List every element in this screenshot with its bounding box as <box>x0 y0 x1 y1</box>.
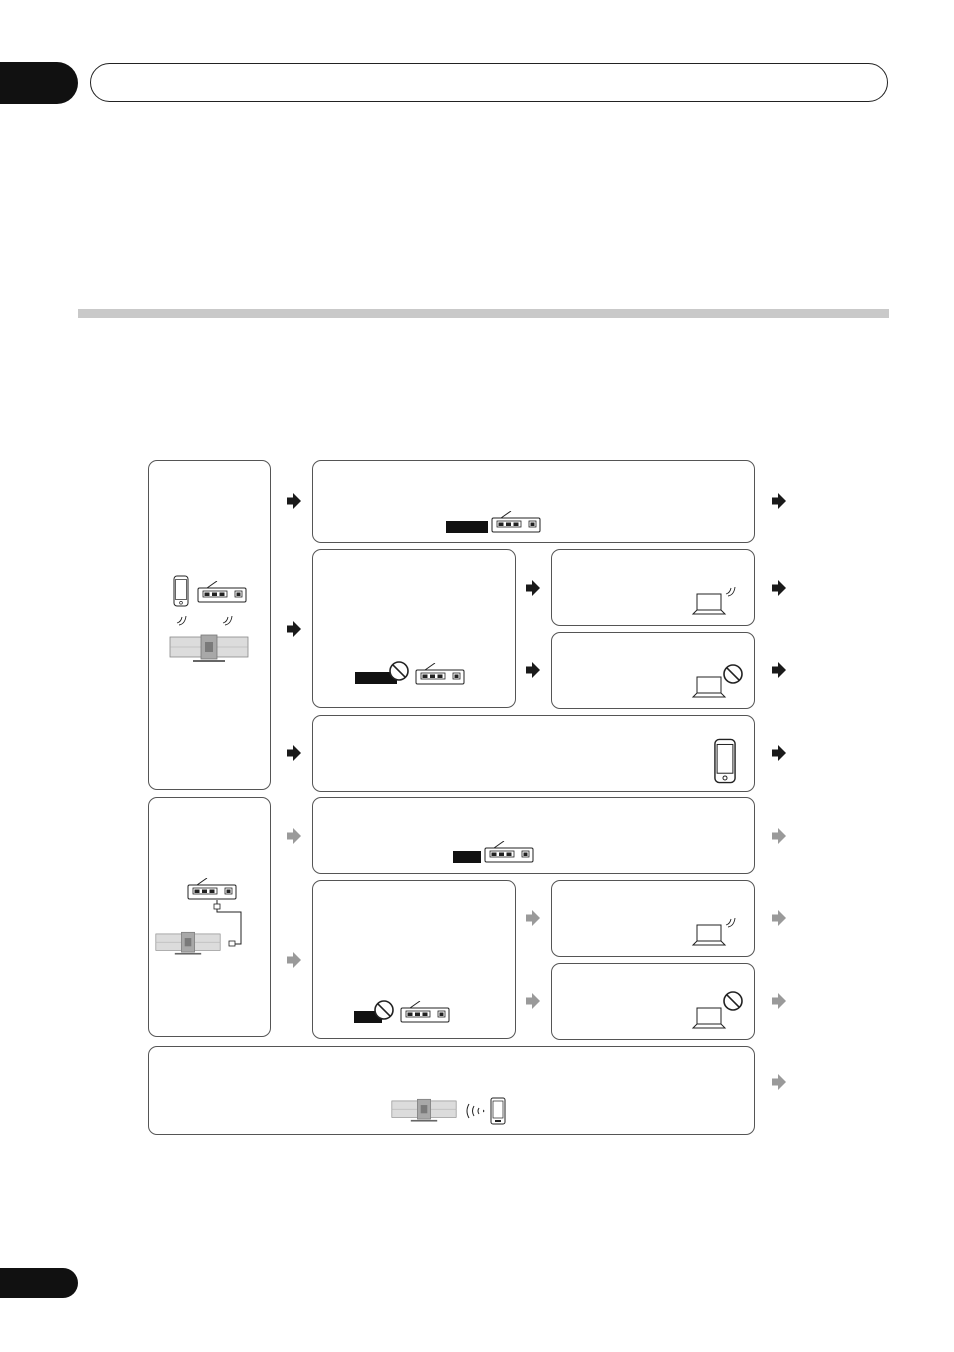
right-arrow-icon <box>772 910 786 926</box>
wifi-waves-icon <box>175 613 189 627</box>
right-arrow-icon <box>526 993 540 1009</box>
non-wps-router-option <box>312 549 516 708</box>
chapter-title-bar <box>90 63 888 102</box>
right-arrow-icon <box>526 580 540 596</box>
wired-wps-router-option <box>312 797 755 874</box>
speaker-system-icon <box>391 1095 457 1125</box>
page-number-tab <box>0 1268 78 1298</box>
ios-device-option <box>312 715 755 792</box>
wifi-waves-icon <box>221 613 235 627</box>
wps-label-block <box>446 521 488 533</box>
right-arrow-icon <box>287 828 301 844</box>
wired-wireless-computer-option <box>551 880 755 957</box>
wps-router-option <box>312 460 755 543</box>
right-arrow-icon <box>772 828 786 844</box>
wireless-computer-option <box>551 549 755 626</box>
speaker-system-icon <box>169 633 249 663</box>
section-heading-rule <box>78 309 889 318</box>
direct-connection-option <box>148 1046 755 1135</box>
smartphone-icon <box>490 1097 506 1125</box>
laptop-icon <box>691 923 727 947</box>
right-arrow-icon <box>772 493 786 509</box>
wireless-router-icon <box>491 511 541 533</box>
wired-connection-panel <box>148 797 271 1037</box>
speaker-system-icon <box>155 928 221 958</box>
smartphone-icon <box>712 738 738 784</box>
wireless-router-icon <box>400 1001 450 1023</box>
right-arrow-icon <box>772 745 786 761</box>
non-wireless-computer-option <box>551 632 755 709</box>
prohibited-icon <box>388 660 410 682</box>
smartphone-icon <box>173 575 189 607</box>
wireless-connection-panel <box>148 460 271 790</box>
wireless-router-icon <box>187 878 237 900</box>
wireless-router-icon <box>415 663 465 685</box>
right-arrow-icon <box>772 662 786 678</box>
chapter-number-tab <box>0 62 78 104</box>
right-arrow-icon <box>772 1074 786 1090</box>
prohibited-icon <box>722 990 744 1012</box>
right-arrow-icon <box>287 745 301 761</box>
right-arrow-icon <box>526 910 540 926</box>
wifi-waves-icon <box>465 1102 491 1120</box>
right-arrow-icon <box>772 993 786 1009</box>
wireless-router-icon <box>484 841 534 863</box>
wifi-waves-icon <box>724 584 738 598</box>
laptop-icon <box>691 592 727 616</box>
wired-non-wps-router-option <box>312 880 516 1039</box>
right-arrow-icon <box>772 580 786 596</box>
prohibited-icon <box>373 999 395 1021</box>
right-arrow-icon <box>287 621 301 637</box>
wps-label-block <box>453 851 481 863</box>
right-arrow-icon <box>287 952 301 968</box>
right-arrow-icon <box>526 662 540 678</box>
right-arrow-icon <box>287 493 301 509</box>
prohibited-icon <box>722 663 744 685</box>
wireless-router-icon <box>197 581 247 603</box>
wired-non-wireless-computer-option <box>551 963 755 1040</box>
wifi-waves-icon <box>724 915 738 929</box>
